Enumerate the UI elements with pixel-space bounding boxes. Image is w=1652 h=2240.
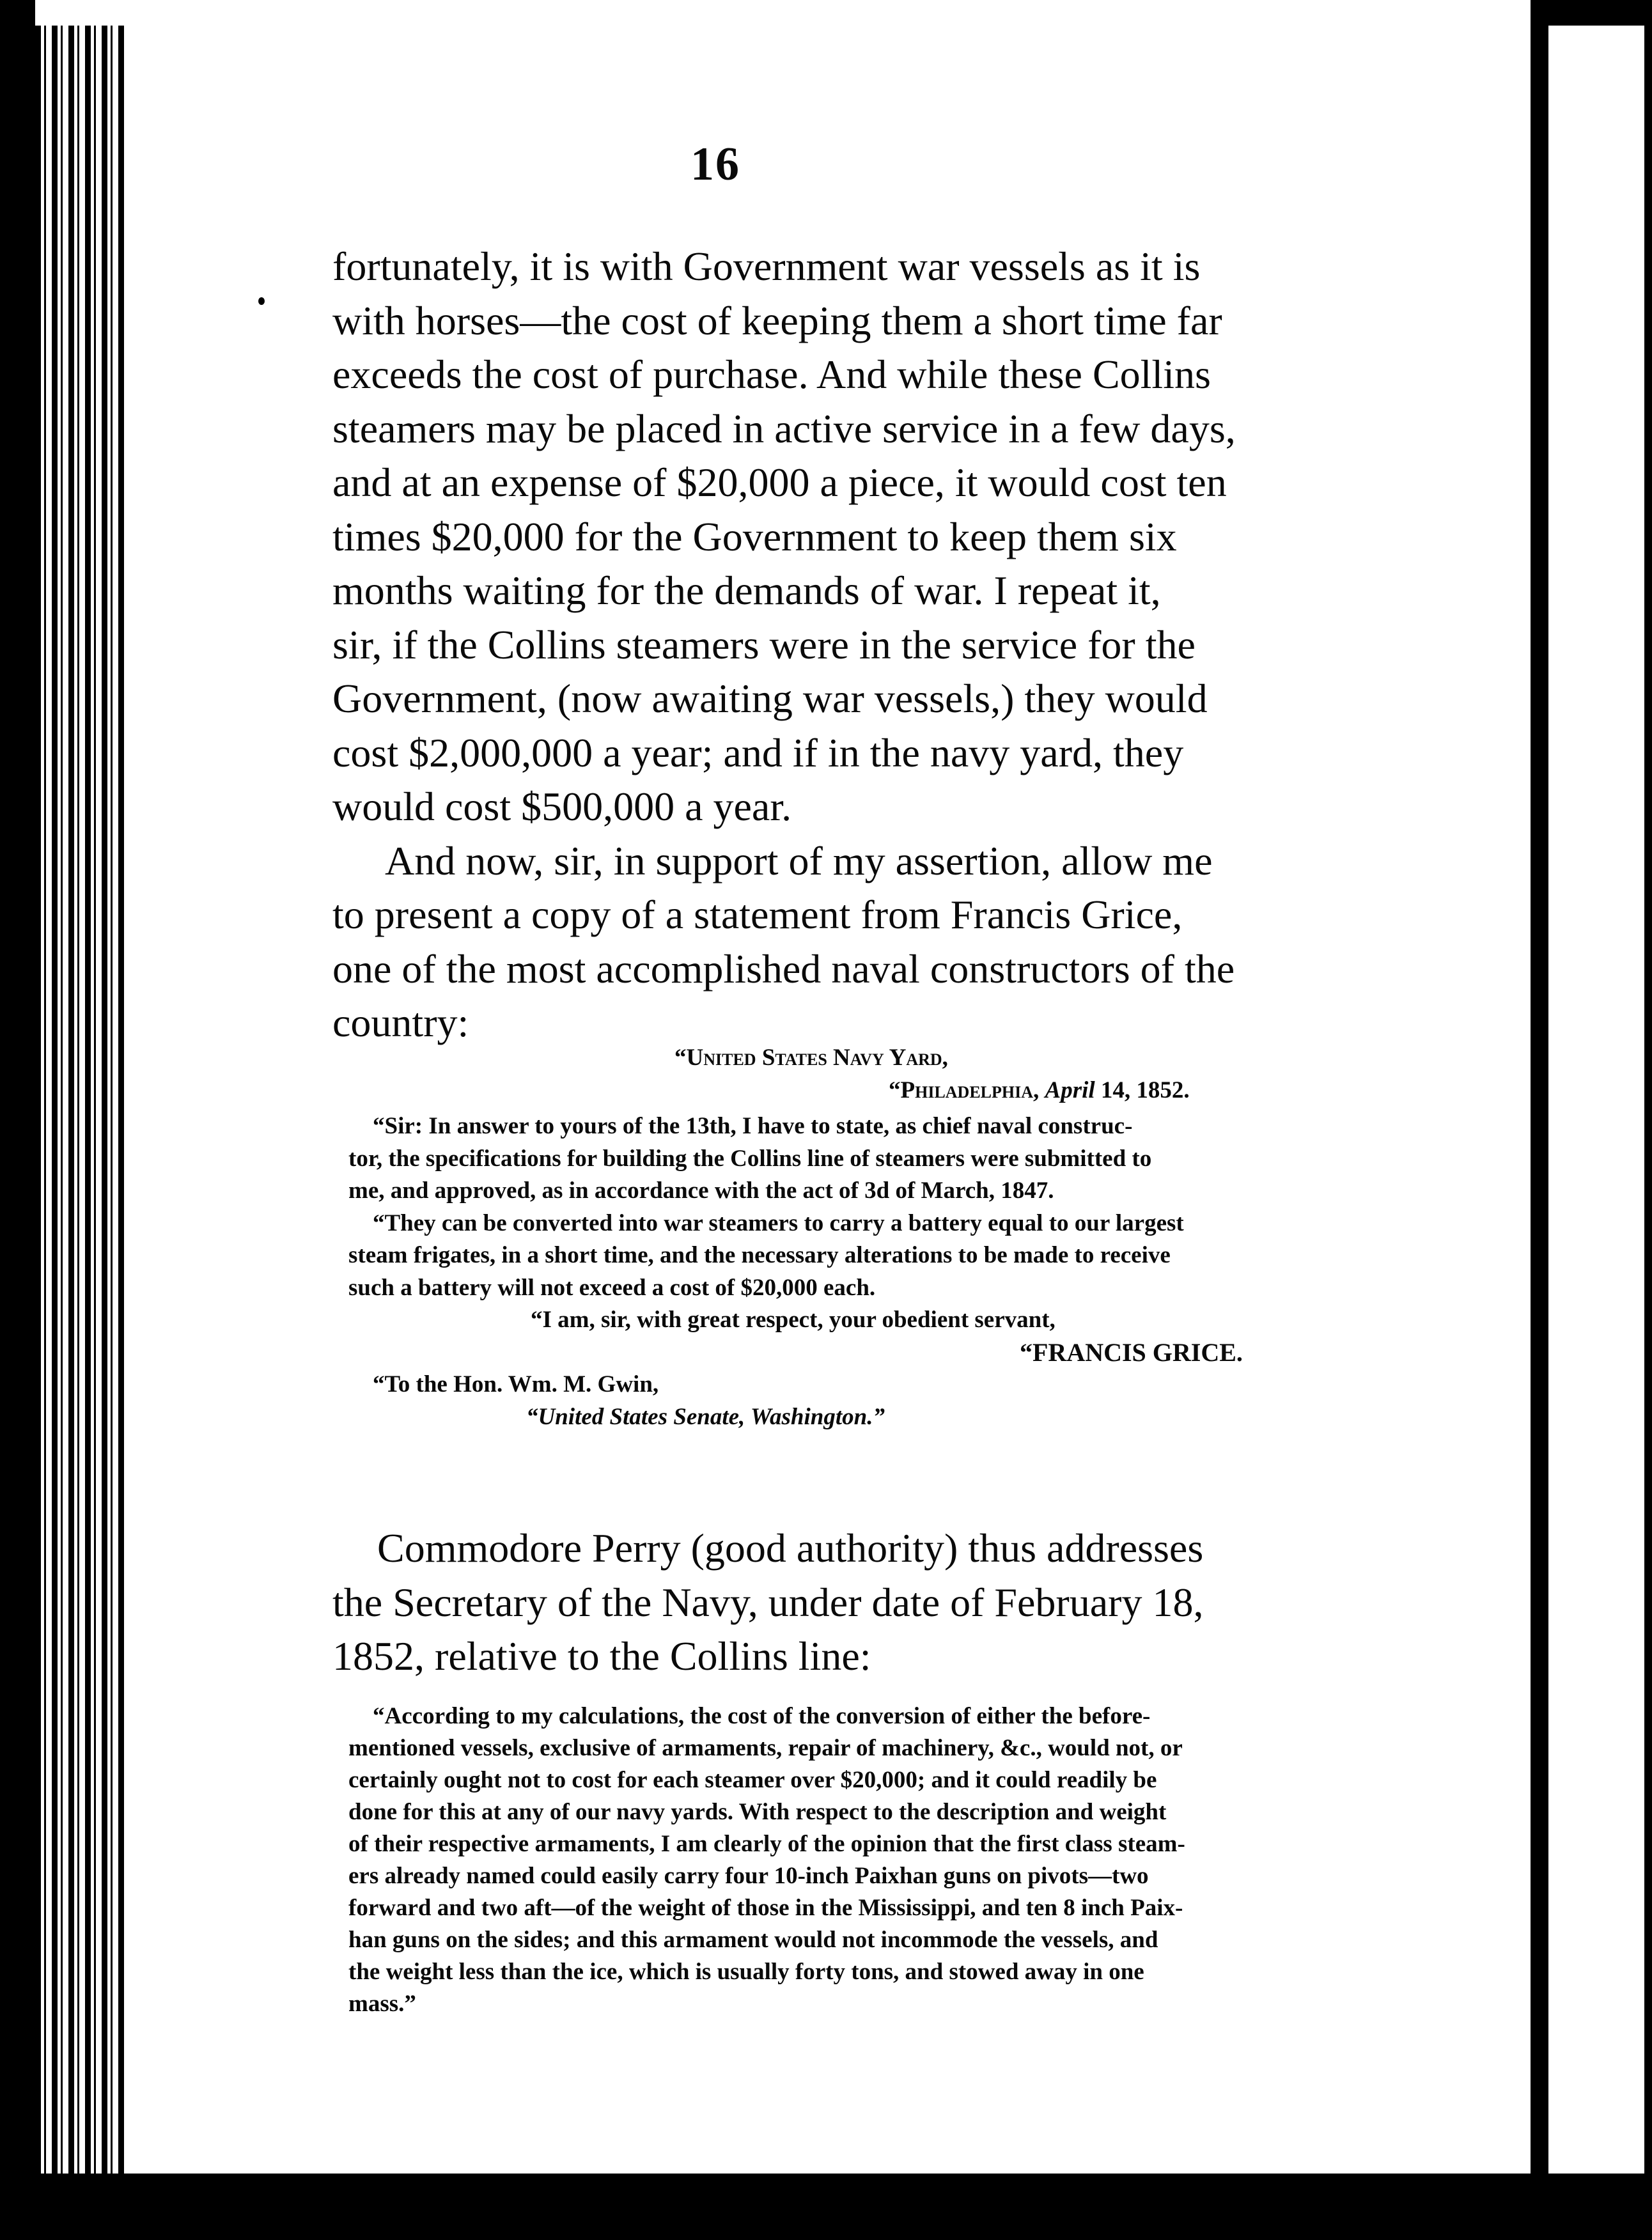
paragraph-2-continued [332, 888, 1349, 1050]
text-line: one of the most accomplished naval constructors of the [332, 945, 1235, 992]
quote-line: the weight less than the ice, which is usually forty tons, and stowed away in one [348, 1959, 1144, 1985]
scan-top-margin [35, 0, 1646, 26]
paragraph-3 [332, 1521, 1349, 1684]
quote-line: “According to my calculations, the cost of the conversion of either the before- [373, 1703, 1151, 1729]
letter-body-line: such a battery will not exceed a cost of $20,000 each. [348, 1274, 876, 1301]
letter-body-line: steam frigates, in a short time, and the necessary alterations to be made to receive [348, 1242, 1171, 1268]
letter-body-line: “They can be converted into war steamers to carry a battery equal to our largest [373, 1209, 1184, 1236]
letter-heading-date: 14, 1852. [1100, 1077, 1190, 1103]
quote-line: done for this at any of our navy yards. With respect to the description and weight [348, 1799, 1167, 1825]
letter-signature: “FRANCIS GRICE. [1020, 1337, 1243, 1367]
quote-line: of their respective armaments, I am clearly of the opinion that the first class steam- [348, 1831, 1185, 1857]
quote-line: ers already named could easily carry four 10-inch Paixhan guns on pivots—two [348, 1863, 1149, 1889]
quote-line: forward and two aft—of the weight of those in the Mississippi, and ten 8 inch Paix- [348, 1895, 1183, 1921]
quote-line: han guns on the sides; and this armament would not incommode the vessels, and [348, 1927, 1158, 1953]
text-line: fortunately, it is with Government war vessels as it is [332, 244, 1201, 289]
text-line: to present a copy of a statement from Francis Grice, [332, 892, 1183, 937]
text-line: and at an expense of $20,000 a piece, it would cost ten [332, 460, 1227, 505]
text-line: Commodore Perry (good authority) thus addresses [377, 1525, 1204, 1571]
letter-addressee-1: “To the Hon. Wm. M. Gwin, [373, 1371, 659, 1397]
text-line: cost $2,000,000 a year; and if in the navy yard, they [332, 729, 1184, 775]
paragraph-3-block [332, 1521, 1349, 1684]
paragraph-2 [332, 834, 1349, 889]
letter-body-line: “Sir: In answer to yours of the 13th, I have to state, as chief naval construc- [373, 1113, 1133, 1139]
main-text-block [332, 240, 1349, 1050]
letter-body-line: me, and approved, as in accordance with the act of 3d of March, 1847. [348, 1178, 1054, 1204]
letter-heading-place: “United States Navy Yard, [674, 1045, 948, 1071]
page-number: 16 [690, 138, 740, 191]
ink-speck [258, 297, 265, 305]
text-line: Government, (now awaiting war vessels,) they would [332, 676, 1208, 721]
quote-line: certainly ought not to cost for each steamer over $20,000; and it could readily be [348, 1767, 1157, 1793]
letter-heading-2 [348, 1075, 1352, 1107]
paragraph-1 [332, 240, 1349, 834]
text-line: 1852, relative to the Collins line: [332, 1633, 871, 1679]
book-binding [35, 26, 125, 2212]
text-line: would cost $500,000 a year. [332, 784, 792, 829]
scan-left-edge [0, 0, 35, 2240]
text-line: sir, if the Collins steamers were in the service for the [332, 621, 1196, 667]
text-line: country: [332, 1000, 469, 1045]
letter-closing: “I am, sir, with great respect, your obedient servant, [531, 1307, 1056, 1333]
next-page-edge [1542, 26, 1644, 2174]
quote-line: mass.” [348, 1991, 416, 2017]
text-line: And now, sir, in support of my assertion, allow me [385, 837, 1213, 883]
text-line: with horses—the cost of keeping them a short time far [332, 297, 1222, 343]
text-line: months waiting for the demands of war. I repeat it, [332, 568, 1161, 613]
letter-body-line: tor, the specifications for building the Collins line of steamers were submitted to [348, 1145, 1152, 1172]
text-line: the Secretary of the Navy, under date of February 18, [332, 1579, 1204, 1625]
scan-bottom-edge [35, 2174, 1646, 2240]
perry-quote-block [348, 1700, 1352, 2020]
letter-block [348, 1042, 1352, 1433]
letter-heading-month: April [1045, 1077, 1095, 1103]
letter-heading-city: “Philadelphia, [889, 1077, 1040, 1103]
text-line: exceeds the cost of purchase. And while these Collins [332, 352, 1211, 397]
letter-heading-1 [348, 1042, 1352, 1075]
text-line: steamers may be placed in active service in a few days, [332, 405, 1236, 451]
letter-addressee-2: “United States Senate, Washington.” [526, 1403, 885, 1430]
quote-line: mentioned vessels, exclusive of armaments, repair of machinery, &c., would not, or [348, 1735, 1183, 1761]
text-line: times $20,000 for the Government to keep them six [332, 513, 1177, 559]
